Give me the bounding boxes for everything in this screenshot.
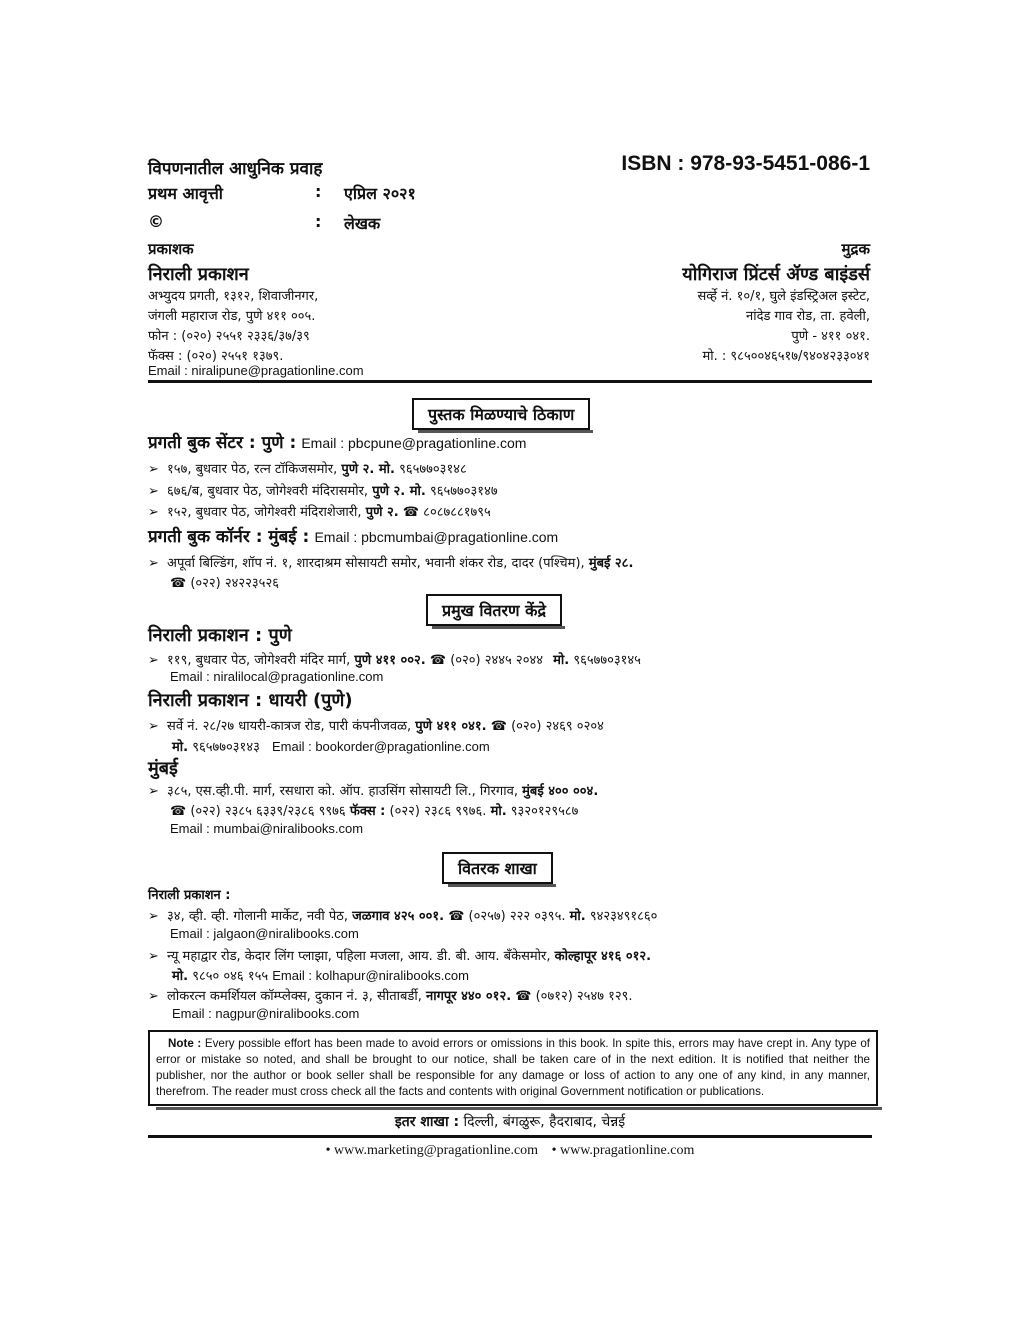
contact-number: ☎ ८०८७८८१७९५ xyxy=(402,505,491,520)
city-text: मुंबई २८. xyxy=(588,556,634,571)
footer-link[interactable]: • www.pragationline.com xyxy=(551,1143,695,1158)
publisher-name: निराली प्रकाशन xyxy=(148,264,249,285)
arrow-icon: ➢ xyxy=(148,484,159,499)
section-title-distribution: प्रमुख वितरण केंद्रे xyxy=(426,594,562,626)
phone-number: ☎ (०७१२) २५४७ १२९. xyxy=(515,989,633,1004)
address-text: सर्वे नं. २८/२७ धायरी-कात्रज रोड, पारी कंपनीजवळ, xyxy=(167,719,412,734)
address-text: १५७, बुधवार पेठ, रत्न टॉकिजसमोर, xyxy=(167,462,338,477)
address-text: ३४, व्ही. व्ही. गोलानी मार्केट, नवी पेठ, xyxy=(167,909,348,924)
center-name: प्रगती बुक कॉर्नर : मुंबई : xyxy=(148,527,310,547)
note-text: Every possible effort has been made to avoid errors or omissions in this book. In spite this, errors may have crept in. Any type of error or mistake so noted, and shall be brought to our notice, shall be taken care of in the next edition. It is notified that neither the publisher, nor the author or book seller shall be responsible for any damage or loss of action to any one of any kind, in any manner, therefrom. The reader must cross check all the facts and contents with original Government notification or publications. xyxy=(156,1037,870,1098)
arrow-icon: ➢ xyxy=(148,784,159,799)
city-text: जळगाव ४२५ ००१. xyxy=(352,909,445,924)
distributor-mumbai-name: मुंबई xyxy=(148,758,178,779)
center-email[interactable]: Email : pbcpune@pragationline.com xyxy=(301,435,527,451)
publisher-email[interactable]: Email : niralipune@pragationline.com xyxy=(148,363,364,378)
edition-value: एप्रिल २०२१ xyxy=(344,184,416,203)
printer-mobile: मो. : ९८५००४६५१७/९४०४२३३०४१ xyxy=(702,349,870,364)
divider xyxy=(148,380,872,383)
footer-link[interactable]: • www.marketing@pragationline.com xyxy=(325,1143,539,1158)
center-name: प्रगती बुक सेंटर : पुणे : xyxy=(148,433,297,453)
city-text: पुणे २. xyxy=(365,505,399,520)
city-text: नागपूर ४४० ०१२. xyxy=(425,989,512,1004)
arrow-icon: ➢ xyxy=(148,556,159,571)
publisher-address-line: जंगली महाराज रोड, पुणे ४११ ००५. xyxy=(148,309,316,324)
mobile-number: ९६५७७०३१४५ xyxy=(573,653,641,668)
edition-label: प्रथम आवृत्ती xyxy=(148,184,223,203)
arrow-icon: ➢ xyxy=(148,505,159,520)
list-item xyxy=(148,906,657,924)
address-text: लोकरत्न कमर्शियल कॉम्प्लेक्स, दुकान नं. ३, सीताबर्डी, xyxy=(167,989,422,1004)
phone-number: ☎ (०२२) २३८५ ६३३९/२३८६ ९९७६ xyxy=(170,804,346,819)
distributor-dhayari-name: निराली प्रकाशन : धायरी (पुणे) xyxy=(148,690,353,711)
arrow-icon: ➢ xyxy=(148,909,159,924)
address-text: ३८५, एस.व्ही.पी. मार्ग, रसधारा को. ऑप. हाउसिंग सोसायटी लि., गिरगाव, xyxy=(167,784,518,799)
copyright-value: लेखक xyxy=(344,214,381,233)
mobile-label: मो. xyxy=(172,969,189,984)
edition-sep: : xyxy=(315,182,322,201)
list-item xyxy=(148,716,604,734)
contact-line xyxy=(170,801,578,819)
mobile-number: ९३२०१२९५८७ xyxy=(510,804,579,819)
mobile-label: मो. xyxy=(553,653,570,668)
divider xyxy=(148,1135,872,1138)
phone-number: ☎ (०२२) २४२२३५२६ xyxy=(170,576,279,591)
phone-number: ☎ (०२०) २४४५ २०४४ xyxy=(429,653,543,668)
disclaimer-note xyxy=(148,1030,878,1106)
phone-number: ☎ (०२०) २४६९ ०२०४ xyxy=(490,719,604,734)
mobile-label: मो. xyxy=(569,909,586,924)
city-text: मुंबई ४०० ००४. xyxy=(522,784,599,799)
arrow-icon: ➢ xyxy=(148,653,159,668)
branch-email[interactable]: Email : jalgaon@niralibooks.com xyxy=(170,926,359,941)
city-text: पुणे २. मो. xyxy=(372,484,426,499)
printer-address-line: सर्व्हे नं. १०/१, घुले इंडस्ट्रिअल इस्टेट, xyxy=(697,289,870,304)
fax-label: फॅक्स : xyxy=(349,804,386,819)
printer-label: मुद्रक xyxy=(841,240,870,258)
section-title-branches: वितरक शाखा xyxy=(442,852,553,884)
city-text: कोल्हापूर ४१६ ०१२. xyxy=(554,949,652,964)
branch-email[interactable]: Email : kolhapur@niralibooks.com xyxy=(272,968,469,983)
distributor-email[interactable]: Email : bookorder@pragationline.com xyxy=(271,739,490,754)
mobile-label: मो. xyxy=(490,804,507,819)
publisher-phone: फोन : (०२०) २५५१ २३३६/३७/३९ xyxy=(148,329,310,344)
copyright-symbol: © xyxy=(148,212,164,231)
printer-address-line: पुणे - ४११ ०४१. xyxy=(791,329,870,344)
copyright-sep: : xyxy=(315,212,322,231)
isbn: ISBN : 978-93-5451-086-1 xyxy=(621,152,870,175)
address-text: ११९, बुधवार पेठ, जोगेश्वरी मंदिर मार्ग, xyxy=(167,653,351,668)
address-text: १५२, बुधवार पेठ, जोगेश्वरी मंदिराशेजारी, xyxy=(167,505,362,520)
other-branches-cities: दिल्ली, बंगळुरू, हैदराबाद, चेन्नई xyxy=(463,1114,626,1130)
list-item xyxy=(148,553,633,571)
phone-number: ☎ (०२५७) २२२ ०३९५. xyxy=(448,909,566,924)
list-item xyxy=(148,986,633,1004)
list-item xyxy=(148,946,651,964)
distributor-email[interactable]: Email : niralilocal@pragationline.com xyxy=(170,669,384,684)
contact-line xyxy=(172,966,469,984)
contact-number: ९६५७७०३१४७ xyxy=(429,484,498,499)
other-branches xyxy=(0,1112,1020,1131)
publisher-fax: फॅक्स : (०२०) २५५१ १३७९. xyxy=(148,349,284,364)
center-email[interactable]: Email : pbcmumbai@pragationline.com xyxy=(314,529,559,545)
list-item xyxy=(148,459,467,477)
arrow-icon: ➢ xyxy=(148,989,159,1004)
address-text: अपूर्वा बिल्डिंग, शॉप नं. १, शारदाश्रम सोसायटी समोर, भवानी शंकर रोड, दादर (पश्चिम), xyxy=(167,556,585,571)
fax-number: (०२२) २३८६ ९९७६. xyxy=(389,804,487,819)
list-item xyxy=(148,481,498,499)
address-text: न्यू महाद्वार रोड, केदार लिंग प्लाझा, पहिला मजला, आय. डी. बी. आय. बँकेसमोर, xyxy=(167,949,551,964)
city-text: पुणे २. मो. xyxy=(341,462,395,477)
publisher-label: प्रकाशक xyxy=(148,240,194,258)
contact-number: ९६५७७०३१४८ xyxy=(399,462,467,477)
city-text: पुणे ४११ ००२. xyxy=(354,653,426,668)
mobile-number: ९४२३४९१८६० xyxy=(589,909,658,924)
branch-publisher-label: निराली प्रकाशन : xyxy=(148,888,231,903)
center-mumbai-heading xyxy=(148,524,558,547)
branch-email[interactable]: Email : nagpur@niralibooks.com xyxy=(172,1006,360,1021)
distributor-pune-name: निराली प्रकाशन : पुणे xyxy=(148,625,292,646)
city-text: पुणे ४११ ०४१. xyxy=(415,719,487,734)
contact-line xyxy=(172,737,490,755)
list-item xyxy=(148,650,641,668)
list-item xyxy=(148,502,491,520)
arrow-icon: ➢ xyxy=(148,719,159,734)
arrow-icon: ➢ xyxy=(148,949,159,964)
mobile-number: ९६५७७०३१४३ xyxy=(192,740,260,755)
list-item xyxy=(148,781,598,799)
mobile-label: मो. xyxy=(172,740,189,755)
footer-links xyxy=(0,1143,1020,1159)
section-title-availability: पुस्तक मिळण्याचे ठिकाण xyxy=(412,398,590,430)
book-title: विपणनातील आधुनिक प्रवाह xyxy=(148,159,323,179)
arrow-icon: ➢ xyxy=(148,462,159,477)
other-branches-label: इतर शाखा : xyxy=(394,1114,460,1130)
publisher-address-line: अभ्युदय प्रगती, १३१२, शिवाजीनगर, xyxy=(148,289,319,304)
mobile-number: ९८५० ०४६ १५५ xyxy=(192,969,269,984)
center-pune-heading xyxy=(148,430,526,453)
distributor-email[interactable]: Email : mumbai@niralibooks.com xyxy=(170,821,364,836)
printer-address-line: नांदेड गाव रोड, ता. हवेली, xyxy=(745,309,870,324)
note-label: Note : xyxy=(168,1037,202,1050)
printer-name: योगिराज प्रिंटर्स ॲण्ड बाइंडर्स xyxy=(682,264,870,285)
address-text: ६७६/ब, बुधवार पेठ, जोगेश्वरी मंदिरासमोर, xyxy=(167,484,369,499)
